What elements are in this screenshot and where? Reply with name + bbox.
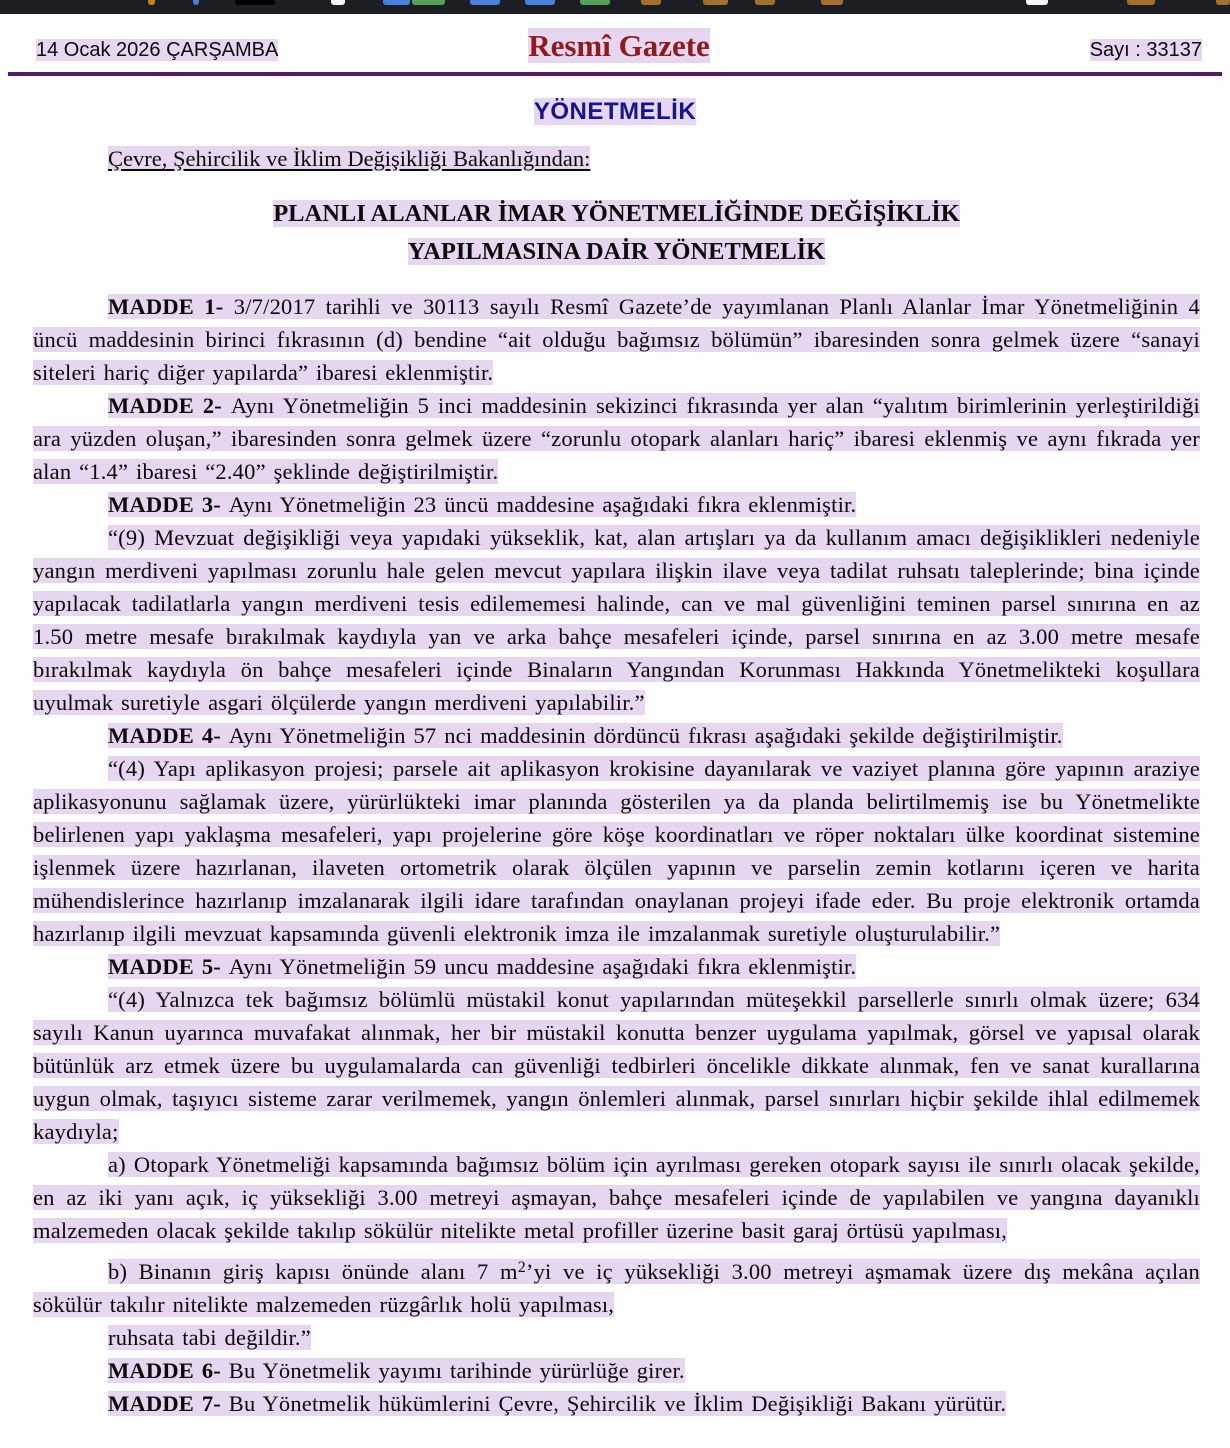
paragraph [33,719,1200,752]
favicon-fragment[interactable] [470,0,500,5]
regulation-title-line1: PLANLI ALANLAR İMAR YÖNETMELİĞİNDE DEĞİŞİKLİK [273,199,960,227]
section-heading: YÖNETMELİK [533,98,697,125]
paragraph-label: MADDE 6- [108,1357,229,1383]
paragraph-text: a) Otopark Yönetmeliği kapsamında bağımsız bölüm için ayrılması gereken otopark sayısı ile sınırlı olacak şekilde, en az iki yanı açık, iç yüksekliği 3.00 metreyi aşmayan, bahçe mesafeleri içinde de yapılabilen ve yangına dayanıklı malzemeden olacak şekilde takılıp sökülür nitelikte metal profiller üzerine basit garaj örtüsü yapılması, [33,1151,1200,1243]
document-body [33,290,1200,1420]
paragraph [33,950,1200,983]
gazette-date: 14 Ocak 2026 ÇARŞAMBA [36,39,279,61]
paragraph [33,521,1200,719]
paragraph [33,1255,1200,1321]
paragraph [33,1148,1200,1247]
paragraph-text: MADDE 4- Aynı Yönetmeliğin 57 nci maddesinin dördüncü fıkrası aşağıdaki şekilde değiştirilmiştir. [108,722,1063,748]
document-content [33,146,1200,1420]
favicon-fragment[interactable] [1216,0,1230,5]
paragraph-text: MADDE 3- Aynı Yönetmeliğin 23 üncü maddesine aşağıdaki fıkra eklenmiştir. [108,491,857,517]
paragraph-text: MADDE 1- 3/7/2017 tarihli ve 30113 sayılı Resmî Gazete’de yayımlanan Planlı Alanlar İmar Yönetmeliğinin 4 üncü maddesinin birinci fıkrasının (d) bendine “ait olduğu bağımsız bölümün” ibaresinden sonra gelmek üzere “sanayi siteleri hariç diğer yapılarda” ibaresi eklenmiştir. [33,293,1200,385]
paragraph-text: MADDE 5- Aynı Yönetmeliğin 59 uncu maddesine aşağıdaki fıkra eklenmiştir. [108,953,857,979]
paragraph-text: b) Binanın giriş kapısı önünde alanı 7 $m^2’yi$ ve iç yüksekliği 3.00 metreyi aşmamak üzere dış mekâna açılan sökülür takılır nitelikte malzemeden rüzgârlık holü yapılması, [33,1258,1200,1317]
paragraph-text: “(4) Yalnızca tek bağımsız bölümlü müstakil konut yapılarından müteşekkil parsellerle sınırlı olmak üzere; 634 sayılı Kanun uyarınca muvafakat alınmak, her bir müstakil konutta benzer uygulama yapılmak, görsel ve yapısal olarak bütünlük arz etmek üzere bu uygulamalarda can güvenliği tedbirleri öncelikle dikkate alınmak, fen ve sanat kurallarına uygun olmak, taşıyıcı sisteme zarar verilmemek, yangın önlemleri alınmak, parsel sınırları hiçbir şekilde ihlal edilmemek kaydıyla; [33,986,1200,1144]
favicon-fragment[interactable] [383,0,410,5]
favicon-fragment[interactable] [755,0,775,5]
paragraph-label: MADDE 7- [108,1390,229,1416]
favicon-fragment[interactable] [148,0,155,5]
favicon-fragment[interactable] [331,0,345,5]
paragraph [33,1354,1200,1387]
paragraph [33,1321,1200,1354]
gazette-title: Resmî Gazete [528,28,710,63]
favicon-fragment[interactable] [525,0,555,5]
header-rule [8,72,1222,76]
paragraph [33,1387,1200,1420]
paragraph-text: MADDE 7- Bu Yönetmelik hükümlerini Çevre, Şehircilik ve İklim Değişikliği Bakanı yürütür. [108,1390,1007,1416]
paragraph [33,389,1200,488]
gazette-issue-number: Sayı : 33137 [1089,39,1202,61]
paragraph-label: MADDE 5- [108,953,229,979]
paragraph-text: ruhsata tabi değildir.” [108,1324,311,1350]
regulation-title-line2: YAPILMASINA DAİR YÖNETMELİK [407,237,826,265]
favicon-fragment[interactable] [1026,0,1048,5]
favicon-fragment[interactable] [1127,0,1155,5]
paragraph-label: MADDE 3- [108,491,229,517]
ministry-line: Çevre, Şehircilik ve İklim Değişikliği Bakanlığından: [108,146,591,171]
paragraph [33,488,1200,521]
browser-tab-strip[interactable] [0,0,1230,14]
paragraph [33,752,1200,950]
paragraph-label: MADDE 1- [108,293,234,319]
favicon-fragment[interactable] [412,0,445,5]
paragraph-text: MADDE 6- Bu Yönetmelik yayımı tarihinde yürürlüğe girer. [108,1357,685,1383]
favicon-fragment[interactable] [821,0,843,5]
paragraph [33,290,1200,389]
paragraph-label: MADDE 2- [108,392,231,418]
favicon-fragment[interactable] [641,0,661,5]
favicon-fragment[interactable] [580,0,610,5]
paragraph-label: MADDE 4- [108,722,229,748]
paragraph-text: MADDE 2- Aynı Yönetmeliğin 5 inci maddesinin sekizinci fıkrasında yer alan “yalıtım birimlerinin yerleştirildiği ara yüzden oluşan,” ibaresinden sonra gelmek üzere “zorunlu otopark alanları hariç” ibaresi eklenmiş ve aynı fıkrada yer alan “1.4” ibaresi “2.40” şeklinde değiştirilmiştir. [33,392,1200,484]
paragraph-text: “(4) Yapı aplikasyon projesi; parsele ait aplikasyon krokisine dayanılarak ve vaziyet planına göre yapının araziye aplikasyonunu sağlamak üzere, yürürlükteki imar planında gösterilen ya da planda belirtilmemiş ise bu Yönetmelikte belirlenen yapı yaklaşma mesafeleri, yapı projelerine göre köşe koordinatları ve röper noktaları ülke koordinat sistemine işlenmek üzere hazırlanan, ilaveten ortometrik olarak ölçülen yapının ve parselin zemin kotlarını içeren ve harita mühendislerince hazırlanıp imzalanarak ilgili idare tarafından onaylanan projeyi ifade eder. Bu proje elektronik ortamda hazırlanıp ilgili mevzuat kapsamında güvenli elektronik imza ile imzalanmak suretiyle oluşturulabilir.” [33,755,1200,946]
gazette-header [0,14,1230,68]
paragraph [33,983,1200,1148]
favicon-fragment[interactable] [703,0,728,5]
favicon-fragment[interactable] [193,0,199,5]
favicon-fragment[interactable] [235,0,275,5]
paragraph-text: “(9) Mevzuat değişikliği veya yapıdaki yükseklik, kat, alan artışları ya da kullanım amacı değişiklikleri nedeniyle yangın merdiveni yapılması zorunlu hale gelen mevcut yapılara ilişkin ilave veya tadilat ruhsatı taleplerinde; bina içinde yapılacak tadilatlarla yangın merdiveni tesis edilememesi halinde, can ve mal güvenliğini teminen parsel sınırına en az 1.50 metre mesafe bırakılmak kaydıyla yan ve arka bahçe mesafeleri içinde, parsel sınırına en az 3.00 metre mesafe bırakılmak kaydıyla ön bahçe mesafeleri içinde Binaların Yangından Korunması Hakkında Yönetmelikteki koşullara uyulmak suretiyle asgari ölçülerde yangın merdiveni yapılabilir.” [33,524,1200,715]
